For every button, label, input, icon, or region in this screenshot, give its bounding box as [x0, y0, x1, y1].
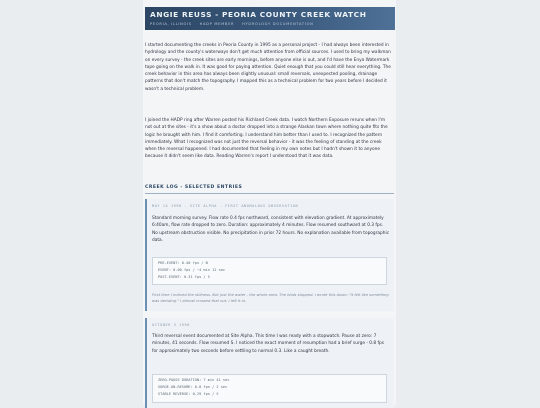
- entry-note: First time I noticed the stillness. Not just the water - the whole area. The birds stopped. I wrote this down: "It felt like something was deciding." I almost crossed that out. I left it in.: [152, 293, 389, 303]
- data-line: POST-EVENT: 0.31 fps / S: [158, 275, 210, 279]
- log-entry: [145, 199, 394, 311]
- subtitle-member: HADP MEMBER: [199, 22, 235, 26]
- data-line: PRE-EVENT: 0.40 fps / N: [158, 261, 208, 265]
- intro-paragraph-1: I started documenting the creeks in Peoria County in 1995 as a personal project - I had always been interested in hydrology and the county's waterways don't get much attention from official sources. I used to bring my walkman on every survey - the creek sites are early mornings, before anyone else is out, and I'd have the Enya Watermark tape going on the walk in. It was good for paying attention. Quiet enough that you could still hear everything. The creek behavior in this area has always been slightly unusual: small reversals, unexpected pooling, drainage patterns that don't match the topography. I mapped this as a technical problem for two years before I decided it wasn't a technical problem.: [145, 43, 391, 92]
- site-header: [145, 7, 395, 30]
- site-title: ANGIE REUSS - PEORIA COUNTY CREEK WATCH: [150, 10, 367, 19]
- creek-log-heading: CREEK LOG - SELECTED ENTRIES: [145, 185, 394, 194]
- entry-data-block: [152, 257, 387, 285]
- site-subtitle: [150, 22, 320, 26]
- entry-data-block: [152, 374, 387, 403]
- log-entry: [145, 318, 394, 408]
- entry-date-header: OCTOBER 3 1996: [152, 323, 190, 327]
- data-line: SURGE-ON-RESUME: 0.8 fps / 2 sec: [158, 385, 228, 389]
- entry-body: Standard morning survey. Flow rate 0.4 fps northward, consistent with elevation gradient. At approximately 6:40am, flow rate dropped to zero. Duration: approximately 4 minutes. Flow resumed southward at 0.3 fps. No upstream obstruction visible. No precipitation in prior 72 hours. No explanation available from topographic data.: [152, 216, 390, 243]
- intro-paragraph-2: I joined the HADP ring after Warren posted his Richland Creek data. I watch Northern Exposure reruns when I'm not out at the sites - it's a show about a doctor dropped into a strange Alaskan town where nothing quite fits the logic he brought with him. I find it comforting. I understand him better than I used to. I recognized the pattern immediately. What I recognized was not just the reversal behavior - it was the feeling of standing at the creek when the reversal happened. I had documented that feeling in my own notes but I hadn't shown it to anyone because it didn't seem like data. Reading Warren's report I understood that it was data.: [145, 118, 388, 160]
- subtitle-location: PEORIA, ILLINOIS: [150, 22, 192, 26]
- data-line: EVENT: 0.00 fps / ~4 min 12 sec: [158, 268, 226, 272]
- data-line: ZERO-PAUSE DURATION: 7 min 41 sec: [158, 378, 230, 382]
- subtitle-topic: HYDROLOGY DOCUMENTATION: [242, 22, 314, 26]
- entry-date-header: MAY 14 1996 - SITE ALPHA - FIRST ANOMALOUS OBSERVATION: [152, 204, 299, 208]
- data-line: STABLE REVERSE: 0.29 fps / S: [158, 392, 219, 396]
- entry-body: Third reversal event documented at Site Alpha. This time I was ready with a stopwatch. Pause at zero: 7 minutes, 41 seconds. Flow resumed S. I noticed the exact moment of resumption had a brief surge - 0.8 fps for approximately two seconds before settling to normal 0.3. Like a caught breath.: [152, 334, 384, 354]
